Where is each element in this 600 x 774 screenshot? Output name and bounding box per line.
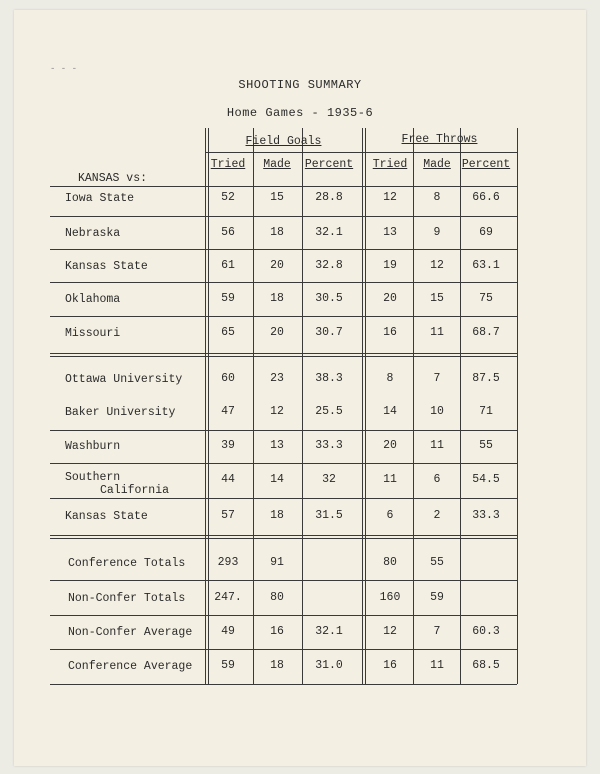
table-cell-fg-pct: 32.8: [315, 259, 343, 272]
column-rule: [517, 128, 518, 684]
table-cell-ft-tried: 11: [383, 473, 397, 486]
opponent-label: Missouri: [65, 327, 121, 340]
table-cell-fg-made: 12: [270, 405, 284, 418]
totals-cell-fg-tried: 49: [221, 625, 235, 638]
totals-cell-fg-made: 18: [270, 659, 284, 672]
table-cell-ft-pct: 75: [479, 292, 493, 305]
table-cell-fg-made: 18: [270, 292, 284, 305]
table-cell-fg-made: 15: [270, 191, 284, 204]
table-cell-ft-made: 15: [430, 292, 444, 305]
totals-cell-fg-made: 16: [270, 625, 284, 638]
col-header-ft-percent: Percent: [461, 158, 511, 171]
table-cell-ft-made: 7: [433, 372, 441, 385]
totals-rule: [50, 580, 517, 581]
totals-cell-fg-tried: 247.: [214, 591, 242, 604]
document-subtitle: Home Games - 1935-6: [226, 106, 374, 120]
table-cell-fg-tried: 44: [221, 473, 235, 486]
table-cell-ft-pct: 55: [479, 439, 493, 452]
totals-label: Conference Average: [68, 660, 193, 673]
totals-cell-ft-pct: 60.3: [472, 625, 500, 638]
table-cell-fg-made: 18: [270, 509, 284, 522]
totals-cell-ft-tried: 80: [383, 556, 397, 569]
table-cell-ft-tried: 20: [383, 439, 397, 452]
header-field-goals: Field Goals: [245, 135, 322, 148]
row-header-label: KANSAS vs:: [78, 172, 148, 185]
table-cell-ft-made: 8: [433, 191, 441, 204]
totals-cell-ft-tried: 12: [383, 625, 397, 638]
opponent-label: Nebraska: [65, 227, 121, 240]
table-cell-ft-pct: 87.5: [472, 372, 500, 385]
table-cell-fg-tried: 59: [221, 292, 235, 305]
row-rule: [50, 249, 517, 250]
opponent-label: Iowa State: [65, 192, 135, 205]
table-cell-ft-made: 9: [433, 226, 441, 239]
table-cell-fg-made: 18: [270, 226, 284, 239]
opponent-label: Kansas State: [65, 260, 148, 273]
table-cell-fg-tried: 57: [221, 509, 235, 522]
totals-cell-fg-made: 91: [270, 556, 284, 569]
table-cell-ft-tried: 8: [386, 372, 394, 385]
header-rule: [205, 152, 517, 153]
totals-cell-ft-made: 11: [430, 659, 444, 672]
table-cell-fg-pct: 32: [322, 473, 336, 486]
table-cell-ft-tried: 6: [386, 509, 394, 522]
table-cell-fg-pct: 30.5: [315, 292, 343, 305]
totals-label: Non-Confer Average: [68, 626, 193, 639]
col-header-fg-made: Made: [263, 158, 291, 171]
row-rule: [50, 316, 517, 317]
header-bottom-rule: [50, 186, 517, 187]
totals-label: Conference Totals: [68, 557, 186, 570]
col-header-ft-made: Made: [423, 158, 451, 171]
col-header-fg-percent: Percent: [304, 158, 354, 171]
totals-cell-ft-made: 7: [433, 625, 441, 638]
table-cell-ft-made: 12: [430, 259, 444, 272]
row-rule: [50, 353, 517, 354]
table-cell-fg-pct: 30.7: [315, 326, 343, 339]
document-title: SHOOTING SUMMARY: [238, 78, 362, 92]
totals-rule: [50, 684, 517, 685]
table-cell-ft-made: 10: [430, 405, 444, 418]
table-cell-ft-tried: 14: [383, 405, 397, 418]
totals-cell-ft-tried: 16: [383, 659, 397, 672]
opponent-label: Kansas State: [65, 510, 148, 523]
totals-rule: [50, 615, 517, 616]
table-cell-ft-pct: 69: [479, 226, 493, 239]
row-rule: [50, 282, 517, 283]
table-cell-ft-made: 6: [433, 473, 441, 486]
table-cell-fg-tried: 56: [221, 226, 235, 239]
opponent-label: Southern: [65, 471, 121, 484]
table-cell-fg-pct: 38.3: [315, 372, 343, 385]
table-cell-ft-pct: 68.7: [472, 326, 500, 339]
table-cell-fg-tried: 52: [221, 191, 235, 204]
totals-cell-fg-tried: 293: [217, 556, 239, 569]
row-rule: [50, 498, 517, 499]
totals-cell-fg-tried: 59: [221, 659, 235, 672]
totals-rule: [50, 649, 517, 650]
table-cell-fg-tried: 39: [221, 439, 235, 452]
table-cell-ft-made: 11: [430, 326, 444, 339]
totals-cell-fg-pct: 31.0: [315, 659, 343, 672]
totals-cell-fg-pct: 32.1: [315, 625, 343, 638]
table-cell-fg-pct: 32.1: [315, 226, 343, 239]
row-rule: [50, 430, 517, 431]
opponent-label: Baker University: [65, 406, 176, 419]
totals-cell-ft-tried: 160: [379, 591, 401, 604]
table-cell-ft-pct: 66.6: [472, 191, 500, 204]
table-cell-ft-tried: 16: [383, 326, 397, 339]
table-cell-fg-tried: 60: [221, 372, 235, 385]
table-cell-fg-tried: 47: [221, 405, 235, 418]
opponent-label-line2: California: [100, 484, 170, 497]
table-cell-fg-made: 13: [270, 439, 284, 452]
table-cell-ft-made: 11: [430, 439, 444, 452]
table-cell-ft-pct: 54.5: [472, 473, 500, 486]
col-header-ft-tried: Tried: [372, 158, 408, 171]
table-cell-fg-pct: 33.3: [315, 439, 343, 452]
row-rule: [50, 463, 517, 464]
table-cell-ft-pct: 71: [479, 405, 493, 418]
totals-cell-fg-made: 80: [270, 591, 284, 604]
header-free-throws: Free Throws: [401, 133, 478, 146]
table-cell-fg-tried: 65: [221, 326, 235, 339]
row-rule: [50, 216, 517, 217]
totals-cell-ft-made: 59: [430, 591, 444, 604]
table-cell-fg-made: 23: [270, 372, 284, 385]
table-cell-ft-pct: 33.3: [472, 509, 500, 522]
table-cell-ft-tried: 13: [383, 226, 397, 239]
totals-label: Non-Confer Totals: [68, 592, 186, 605]
table-cell-ft-tried: 12: [383, 191, 397, 204]
row-rule: [50, 535, 517, 536]
table-cell-ft-tried: 20: [383, 292, 397, 305]
table-cell-ft-tried: 19: [383, 259, 397, 272]
document-page: [14, 10, 586, 766]
opponent-label: Oklahoma: [65, 293, 121, 306]
table-cell-fg-pct: 25.5: [315, 405, 343, 418]
col-header-fg-tried: Tried: [210, 158, 246, 171]
table-cell-fg-made: 20: [270, 259, 284, 272]
table-cell-fg-made: 14: [270, 473, 284, 486]
totals-cell-ft-pct: 68.5: [472, 659, 500, 672]
totals-cell-ft-made: 55: [430, 556, 444, 569]
table-cell-fg-pct: 28.8: [315, 191, 343, 204]
opponent-label: Ottawa University: [65, 373, 183, 386]
table-cell-fg-pct: 31.5: [315, 509, 343, 522]
table-cell-ft-pct: 63.1: [472, 259, 500, 272]
opponent-label: Washburn: [65, 440, 121, 453]
table-cell-ft-made: 2: [433, 509, 441, 522]
table-cell-fg-made: 20: [270, 326, 284, 339]
corner-mark: - - -: [50, 64, 78, 74]
table-cell-fg-tried: 61: [221, 259, 235, 272]
